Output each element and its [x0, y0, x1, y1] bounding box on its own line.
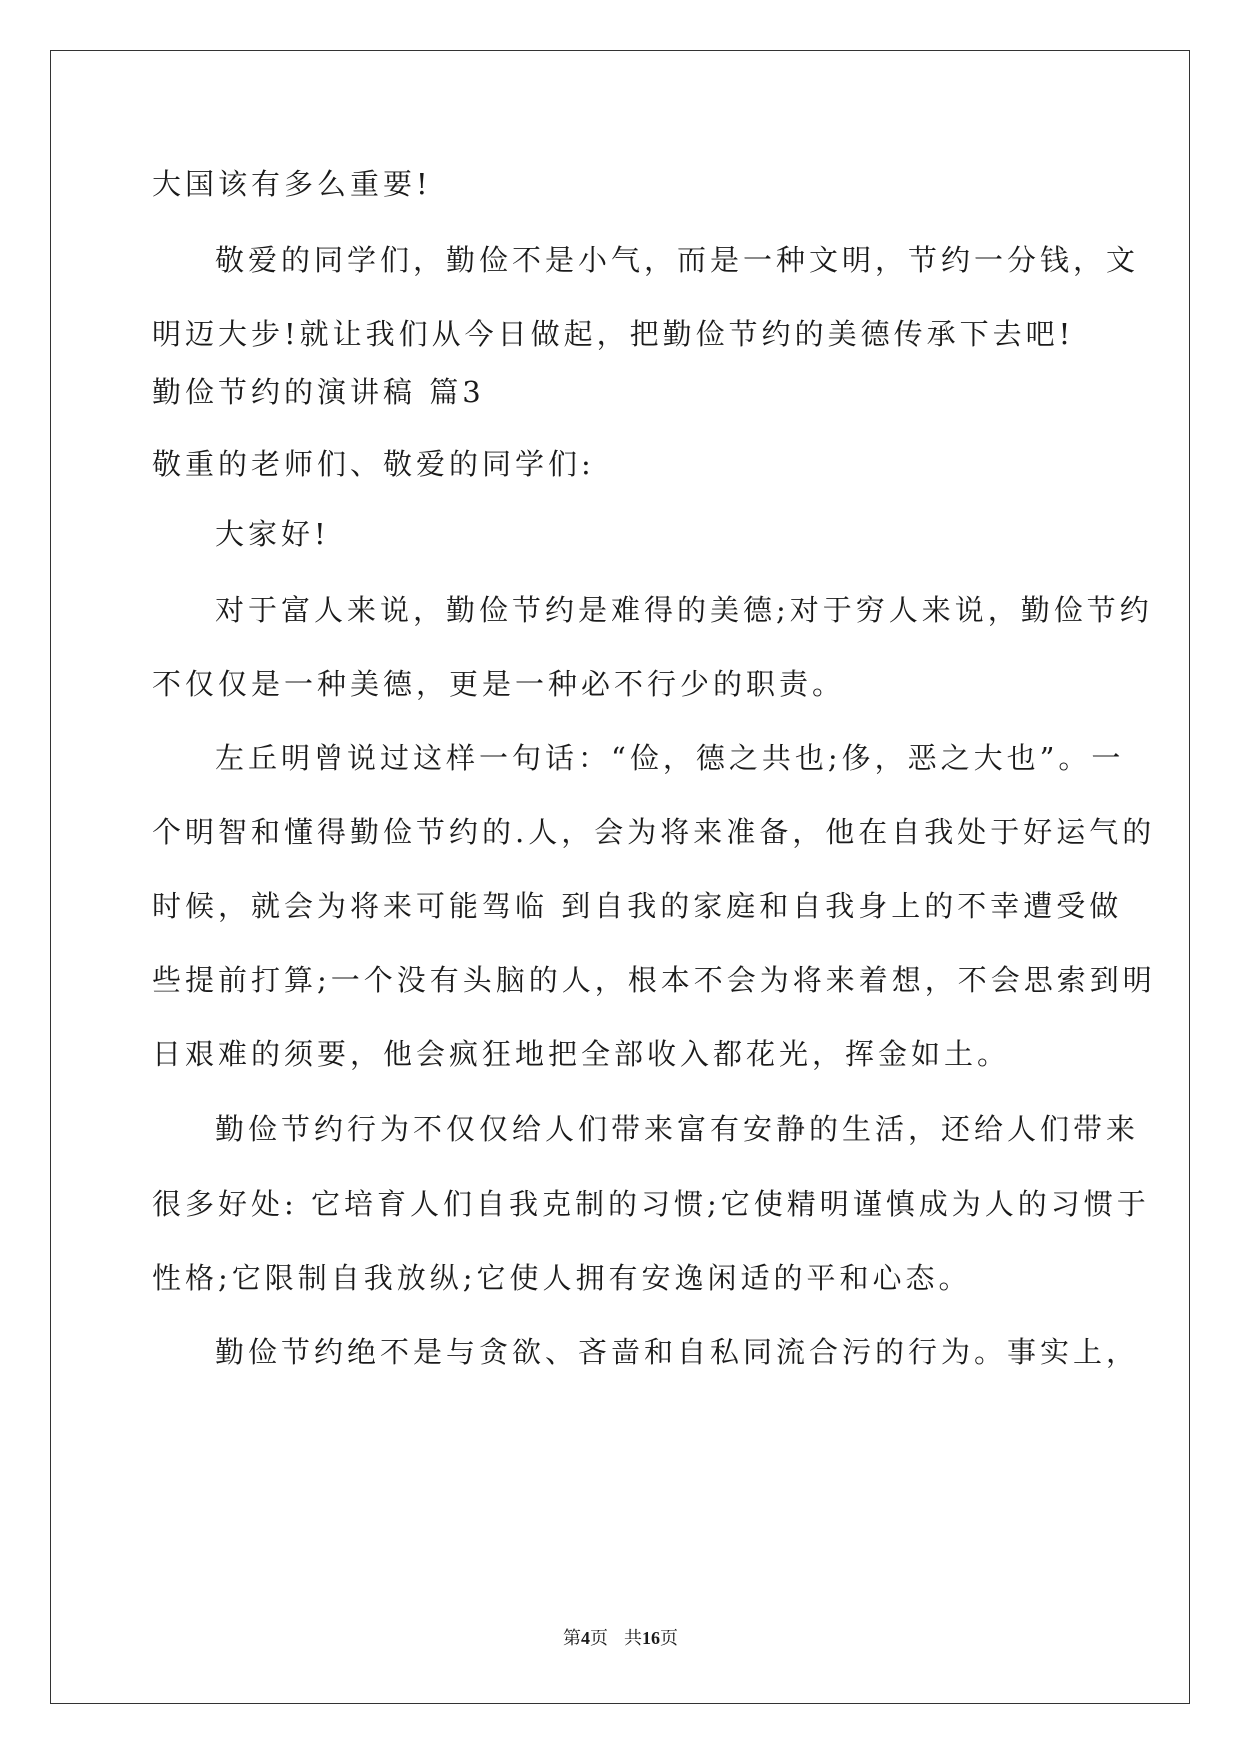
text-line: 明迈大步!就让我们从今日做起，把勤俭节约的美德传承下去吧!	[152, 317, 1075, 351]
paragraph-line: 勤俭节约行为不仅仅给人们带来富有安静的生活，还给人们带来	[215, 1112, 1140, 1146]
text-line: 大国该有多么重要!	[152, 167, 432, 201]
text-line: 些提前打算;一个没有头脑的人，根本不会为将来着想，不会思索到明	[152, 963, 1156, 997]
page-border	[50, 50, 1190, 1704]
page-footer	[0, 1624, 1241, 1650]
paragraph-line: 敬爱的同学们，勤俭不是小气，而是一种文明，节约一分钱，文	[215, 243, 1140, 277]
text-line: 很多好处: 它培育人们自我克制的习惯;它使精明谨慎成为人的习惯于	[152, 1187, 1150, 1221]
section-heading: 勤俭节约的演讲稿 篇3	[152, 375, 485, 409]
total-unit: 页	[660, 1628, 678, 1648]
page-current: 4	[581, 1628, 590, 1648]
greeting: 大家好!	[215, 517, 330, 551]
paragraph-line: 勤俭节约绝不是与贪欲、吝啬和自私同流合污的行为。事实上，	[215, 1335, 1140, 1369]
salutation: 敬重的老师们、敬爱的同学们:	[152, 447, 595, 481]
text-line: 时候，就会为将来可能驾临 到自我的家庭和自我身上的不幸遭受做	[152, 889, 1123, 923]
text-line: 日艰难的须要，他会疯狂地把全部收入都花光，挥金如土。	[152, 1037, 1011, 1071]
text-line: 性格;它限制自我放纵;它使人拥有安逸闲适的平和心态。	[152, 1261, 972, 1295]
page-prefix: 第	[563, 1628, 581, 1648]
page-total: 16	[642, 1628, 660, 1648]
paragraph-line: 对于富人来说，勤俭节约是难得的美德;对于穷人来说，勤俭节约	[215, 593, 1153, 627]
paragraph-line: 左丘明曾说过这样一句话：“俭，德之共也;侈，恶之大也”。一	[215, 741, 1125, 775]
total-prefix: 共	[624, 1628, 642, 1648]
page-unit: 页	[590, 1628, 608, 1648]
text-line: 不仅仅是一种美德，更是一种必不行少的职责。	[152, 667, 846, 701]
text-line: 个明智和懂得勤俭节约的.人，会为将来准备，他在自我处于好运气的	[152, 815, 1156, 849]
